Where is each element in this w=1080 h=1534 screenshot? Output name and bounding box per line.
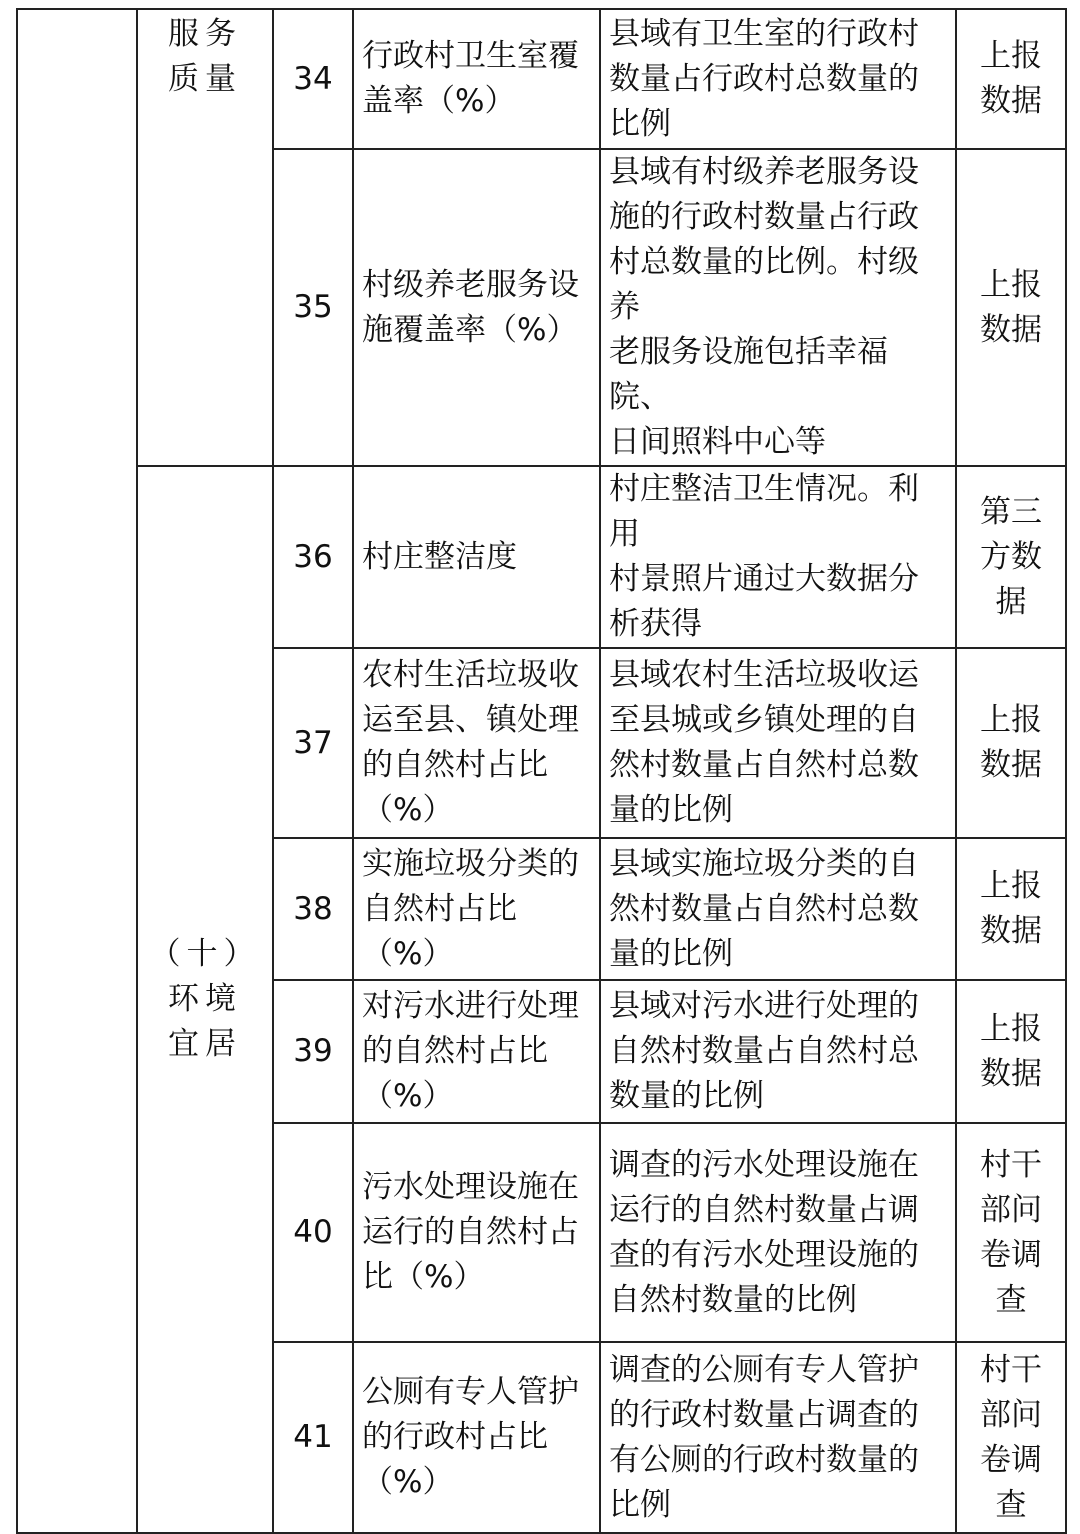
description-cell: 县域对污水进行处理的 自然村数量占自然村总 数量的比例 (600, 980, 956, 1123)
blank-column-cell (17, 9, 137, 1533)
indicator-name-cell: 村级养老服务设 施覆盖率（%） (353, 149, 600, 466)
index-cell: 34 (273, 9, 353, 149)
description-cell: 村庄整洁卫生情况。利用 村景照片通过大数据分 析获得 (600, 466, 956, 648)
description-cell: 县域实施垃圾分类的自 然村数量占自然村总数 量的比例 (600, 838, 956, 980)
index-cell: 37 (273, 648, 353, 838)
index-cell: 36 (273, 466, 353, 648)
table-row (17, 466, 1066, 648)
description-cell: 调查的污水处理设施在 运行的自然村数量占调 查的有污水处理设施的 自然村数量的比例 (600, 1123, 956, 1342)
category-cell (137, 9, 273, 466)
index-cell: 41 (273, 1342, 353, 1533)
source-cell: 上报 数据 (956, 9, 1066, 149)
index-cell: 40 (273, 1123, 353, 1342)
indicator-name-cell: 公厕有专人管护 的行政村占比 （%） (353, 1342, 600, 1533)
description-cell: 县域有村级养老服务设 施的行政村数量占行政 村总数量的比例。村级养 老服务设施包括幸福院、 日间照料中心等 (600, 149, 956, 466)
indicator-name-cell: 对污水进行处理 的自然村占比 （%） (353, 980, 600, 1123)
indicator-name-cell: 污水处理设施在 运行的自然村占 比（%） (353, 1123, 600, 1342)
indicator-name-cell: 农村生活垃圾收 运至县、镇处理 的自然村占比 （%） (353, 648, 600, 838)
indicator-table (16, 8, 1067, 1534)
category-label: （十） 环境 宜居 (149, 936, 261, 1062)
description-cell: 县域有卫生室的行政村 数量占行政村总数量的 比例 (600, 9, 956, 149)
index-cell: 38 (273, 838, 353, 980)
indicator-name-cell: 行政村卫生室覆 盖率（%） (353, 9, 600, 149)
index-cell: 39 (273, 980, 353, 1123)
category-cell (137, 466, 273, 1533)
indicator-name-cell: 村庄整洁度 (353, 466, 600, 648)
table-row (17, 9, 1066, 149)
source-cell: 上报 数据 (956, 149, 1066, 466)
description-cell: 调查的公厕有专人管护 的行政村数量占调查的 有公厕的行政村数量的 比例 (600, 1342, 956, 1533)
description-cell: 县域农村生活垃圾收运 至县城或乡镇处理的自 然村数量占自然村总数 量的比例 (600, 648, 956, 838)
source-cell: 村干 部问 卷调 查 (956, 1342, 1066, 1533)
index-cell: 35 (273, 149, 353, 466)
source-cell: 上报 数据 (956, 838, 1066, 980)
source-cell: 第三 方数 据 (956, 466, 1066, 648)
indicator-name-cell: 实施垃圾分类的 自然村占比（%） (353, 838, 600, 980)
source-cell: 上报 数据 (956, 648, 1066, 838)
category-label: 服务 质量 (168, 16, 242, 97)
source-cell: 上报 数据 (956, 980, 1066, 1123)
source-cell: 村干 部问 卷调 查 (956, 1123, 1066, 1342)
